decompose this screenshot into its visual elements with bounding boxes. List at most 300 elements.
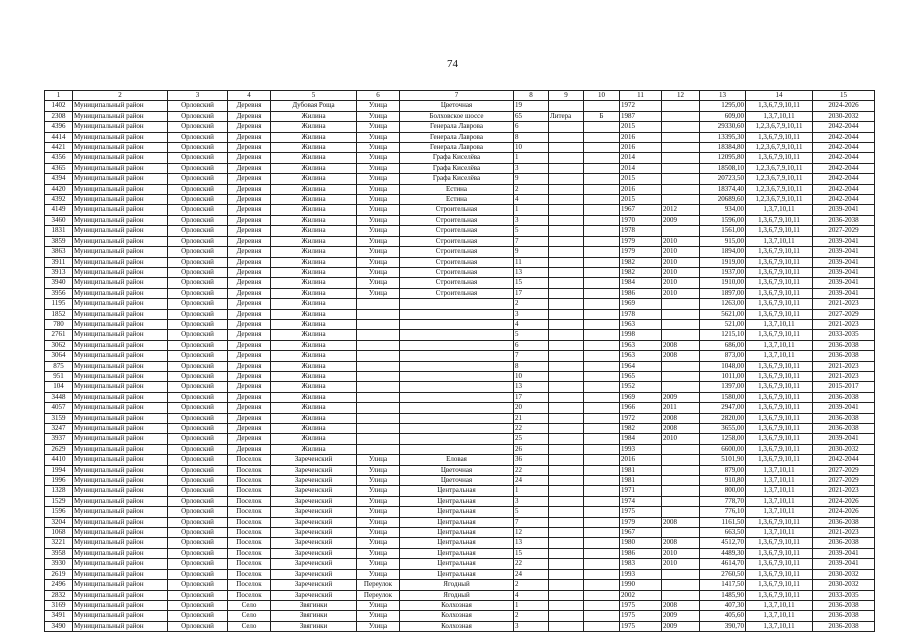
table-cell-col12	[662, 226, 700, 236]
table-cell-col7: Центральная	[400, 507, 514, 517]
table-cell-col15: 2015-2017	[813, 382, 875, 392]
table-cell-col1: 3958	[45, 548, 73, 558]
table-cell-col5: Жилина	[271, 382, 357, 392]
table-cell-col8: 13	[514, 538, 549, 548]
table-cell-col13: 686,00	[700, 340, 746, 350]
table-cell-col11: 1967	[620, 528, 662, 538]
table-cell-col6	[357, 392, 400, 402]
table-cell-col12	[662, 122, 700, 132]
table-cell-col14: 1,2,3,6,7,9,10,11	[746, 195, 813, 205]
table-cell-col7: Строительная	[400, 247, 514, 257]
column-header-11: 11	[620, 91, 662, 101]
table-cell-col6: Улица	[357, 600, 400, 610]
table-cell-col11: 1972	[620, 101, 662, 111]
table-cell-col11: 1969	[620, 392, 662, 402]
table-cell-col4: Деревня	[228, 330, 271, 340]
table-cell-col3: Орловский	[168, 205, 228, 215]
table-cell-col2: Муниципальный район	[73, 247, 168, 257]
table-row	[45, 486, 875, 496]
table-cell-col6: Улица	[357, 611, 400, 621]
table-cell-col10	[584, 278, 620, 288]
table-row	[45, 371, 875, 381]
table-cell-col9	[549, 559, 584, 569]
table-cell-col13: 1485,90	[700, 590, 746, 600]
table-cell-col11: 1972	[620, 413, 662, 423]
table-cell-col12	[662, 580, 700, 590]
table-cell-col10	[584, 465, 620, 475]
table-cell-col4: Деревня	[228, 382, 271, 392]
table-cell-col7: Колхозная	[400, 600, 514, 610]
column-header-8: 8	[514, 91, 549, 101]
table-cell-col7: Ягодный	[400, 580, 514, 590]
table-cell-col11: 1963	[620, 319, 662, 329]
table-cell-col8: 65	[514, 111, 549, 121]
table-cell-col4: Деревня	[228, 226, 271, 236]
table-cell-col9	[549, 403, 584, 413]
table-cell-col4: Деревня	[228, 340, 271, 350]
table-cell-col14: 1,3,7,10,11	[746, 528, 813, 538]
table-cell-col8: 7	[514, 236, 549, 246]
table-cell-col13: 2947,00	[700, 403, 746, 413]
table-cell-col14: 1,2,3,6,7,9,10,11	[746, 163, 813, 173]
table-cell-col13: 1295,00	[700, 101, 746, 111]
table-cell-col10	[584, 330, 620, 340]
table-cell-col5: Жилина	[271, 195, 357, 205]
table-cell-col9	[549, 122, 584, 132]
table-cell-col14: 1,3,6,7,9,10,11	[746, 413, 813, 423]
table-cell-col13: 521,00	[700, 319, 746, 329]
table-cell-col11: 1979	[620, 517, 662, 527]
table-row	[45, 517, 875, 527]
table-cell-col12	[662, 111, 700, 121]
table-cell-col9	[549, 226, 584, 236]
table-cell-col6: Улица	[357, 465, 400, 475]
table-cell-col8: 3	[514, 309, 549, 319]
table-cell-col9	[549, 340, 584, 350]
table-cell-col13: 20723,50	[700, 174, 746, 184]
table-cell-col10	[584, 444, 620, 454]
table-row	[45, 559, 875, 569]
table-cell-col7	[400, 382, 514, 392]
table-cell-col3: Орловский	[168, 247, 228, 257]
table-cell-col10	[584, 122, 620, 132]
table-cell-col15: 2027-2029	[813, 465, 875, 475]
table-cell-col8: 24	[514, 569, 549, 579]
table-row	[45, 205, 875, 215]
table-cell-col3: Орловский	[168, 392, 228, 402]
table-cell-col4: Деревня	[228, 257, 271, 267]
table-cell-col1: 2761	[45, 330, 73, 340]
table-cell-col3: Орловский	[168, 101, 228, 111]
table-cell-col8: 36	[514, 455, 549, 465]
table-cell-col8: 22	[514, 424, 549, 434]
table-cell-col14: 1,3,6,7,9,10,11	[746, 538, 813, 548]
table-cell-col5: Зареченский	[271, 476, 357, 486]
table-cell-col4: Поселок	[228, 465, 271, 475]
table-cell-col7	[400, 299, 514, 309]
table-cell-col9	[549, 392, 584, 402]
table-cell-col3: Орловский	[168, 403, 228, 413]
table-cell-col15: 2030-2032	[813, 444, 875, 454]
table-cell-col10	[584, 371, 620, 381]
table-cell-col11: 2015	[620, 174, 662, 184]
table-cell-col11: 2016	[620, 132, 662, 142]
column-header-4: 4	[228, 91, 271, 101]
table-cell-col14: 1,3,7,10,11	[746, 476, 813, 486]
table-cell-col11: 1975	[620, 507, 662, 517]
table-cell-col11: 1993	[620, 569, 662, 579]
table-cell-col15: 2021-2023	[813, 299, 875, 309]
table-cell-col13: 1894,00	[700, 247, 746, 257]
table-cell-col7: Еловая	[400, 455, 514, 465]
table-cell-col6	[357, 299, 400, 309]
table-cell-col13: 18374,40	[700, 184, 746, 194]
table-cell-col10	[584, 611, 620, 621]
table-cell-col4: Деревня	[228, 413, 271, 423]
table-cell-col11: 1979	[620, 236, 662, 246]
table-cell-col1: 3062	[45, 340, 73, 350]
table-cell-col12	[662, 132, 700, 142]
table-cell-col13: 3655,00	[700, 424, 746, 434]
table-cell-col6: Улица	[357, 153, 400, 163]
table-cell-col5: Зареченский	[271, 507, 357, 517]
table-cell-col5: Жилина	[271, 340, 357, 350]
table-cell-col8: 6	[514, 122, 549, 132]
table-cell-col5: Жилина	[271, 309, 357, 319]
table-cell-col1: 1996	[45, 476, 73, 486]
table-cell-col9	[549, 361, 584, 371]
table-cell-col2: Муниципальный район	[73, 434, 168, 444]
table-cell-col6	[357, 413, 400, 423]
table-cell-col14: 1,3,6,7,9,10,11	[746, 288, 813, 298]
table-cell-col13: 1910,00	[700, 278, 746, 288]
table-cell-col10	[584, 299, 620, 309]
table-cell-col11: 1984	[620, 278, 662, 288]
table-cell-col9	[549, 257, 584, 267]
table-row	[45, 278, 875, 288]
column-header-3: 3	[168, 91, 228, 101]
table-cell-col9	[549, 600, 584, 610]
table-cell-col3: Орловский	[168, 559, 228, 569]
table-cell-col3: Орловский	[168, 611, 228, 621]
table-cell-col10	[584, 580, 620, 590]
table-cell-col6: Улица	[357, 174, 400, 184]
table-cell-col6	[357, 340, 400, 350]
table-cell-col1: 1994	[45, 465, 73, 475]
table-cell-col10	[584, 143, 620, 153]
table-cell-col7: Центральная	[400, 517, 514, 527]
table-cell-col5: Жилина	[271, 236, 357, 246]
table-row	[45, 184, 875, 194]
table-cell-col7: Строительная	[400, 257, 514, 267]
table-cell-col6: Улица	[357, 528, 400, 538]
table-cell-col7	[400, 371, 514, 381]
table-cell-col6: Улица	[357, 111, 400, 121]
column-header-13: 13	[700, 91, 746, 101]
table-cell-col15: 2042-2044	[813, 184, 875, 194]
table-cell-col2: Муниципальный район	[73, 299, 168, 309]
table-cell-col14: 1,3,6,7,9,10,11	[746, 580, 813, 590]
table-cell-col1: 4420	[45, 184, 73, 194]
table-cell-col3: Орловский	[168, 444, 228, 454]
table-cell-col1: 1529	[45, 496, 73, 506]
table-cell-col5: Жилина	[271, 163, 357, 173]
table-cell-col1: 3859	[45, 236, 73, 246]
table-cell-col11: 1964	[620, 361, 662, 371]
table-cell-col4: Деревня	[228, 174, 271, 184]
table-cell-col2: Муниципальный район	[73, 226, 168, 236]
table-cell-col15: 2039-2041	[813, 236, 875, 246]
table-cell-col2: Муниципальный район	[73, 600, 168, 610]
table-cell-col14: 1,2,3,6,7,9,10,11	[746, 184, 813, 194]
table-cell-col15: 2039-2041	[813, 288, 875, 298]
table-cell-col2: Муниципальный район	[73, 205, 168, 215]
table-cell-col12: 2012	[662, 205, 700, 215]
table-cell-col4: Деревня	[228, 299, 271, 309]
table-cell-col13: 20689,60	[700, 195, 746, 205]
table-cell-col3: Орловский	[168, 569, 228, 579]
table-cell-col7	[400, 319, 514, 329]
table-cell-col14: 1,3,6,7,9,10,11	[746, 455, 813, 465]
table-cell-col5: Жилина	[271, 257, 357, 267]
table-cell-col1: 2629	[45, 444, 73, 454]
table-cell-col9	[549, 267, 584, 277]
table-cell-col2: Муниципальный район	[73, 444, 168, 454]
table-row	[45, 600, 875, 610]
table-cell-col11: 2015	[620, 122, 662, 132]
table-cell-col12: 2010	[662, 548, 700, 558]
table-cell-col1: 3913	[45, 267, 73, 277]
table-row	[45, 215, 875, 225]
table-row	[45, 153, 875, 163]
table-cell-col15: 2036-2038	[813, 538, 875, 548]
table-cell-col11: 1979	[620, 247, 662, 257]
table-cell-col9	[549, 195, 584, 205]
table-cell-col5: Жилина	[271, 361, 357, 371]
table-cell-col7	[400, 309, 514, 319]
table-row	[45, 236, 875, 246]
table-cell-col5: Зареченский	[271, 455, 357, 465]
table-cell-col9	[549, 351, 584, 361]
table-cell-col8: 10	[514, 143, 549, 153]
table-row	[45, 361, 875, 371]
table-cell-col10	[584, 600, 620, 610]
table-cell-col2: Муниципальный район	[73, 580, 168, 590]
table-cell-col12	[662, 153, 700, 163]
table-cell-col4: Поселок	[228, 590, 271, 600]
table-cell-col12: 2008	[662, 517, 700, 527]
table-cell-col14: 1,3,6,7,9,10,11	[746, 330, 813, 340]
table-cell-col1: 1596	[45, 507, 73, 517]
table-cell-col6: Улица	[357, 538, 400, 548]
table-cell-col4: Деревня	[228, 278, 271, 288]
table-cell-col2: Муниципальный район	[73, 267, 168, 277]
table-cell-col13: 1596,00	[700, 215, 746, 225]
table-cell-col13: 1937,00	[700, 267, 746, 277]
table-cell-col13: 778,70	[700, 496, 746, 506]
table-cell-col14: 1,3,6,7,9,10,11	[746, 382, 813, 392]
table-cell-col12	[662, 507, 700, 517]
table-cell-col14: 1,3,6,7,9,10,11	[746, 392, 813, 402]
table-cell-col12	[662, 444, 700, 454]
table-cell-col2: Муниципальный район	[73, 330, 168, 340]
table-cell-col4: Деревня	[228, 236, 271, 246]
table-cell-col6	[357, 403, 400, 413]
table-row	[45, 590, 875, 600]
table-cell-col6: Улица	[357, 205, 400, 215]
table-cell-col1: 4396	[45, 122, 73, 132]
table-cell-col12: 2009	[662, 215, 700, 225]
table-cell-col3: Орловский	[168, 621, 228, 631]
table-cell-col11: 1986	[620, 548, 662, 558]
table-cell-col3: Орловский	[168, 132, 228, 142]
table-cell-col8: 7	[514, 351, 549, 361]
table-cell-col5: Жилина	[271, 143, 357, 153]
table-cell-col2: Муниципальный район	[73, 101, 168, 111]
table-cell-col2: Муниципальный район	[73, 465, 168, 475]
table-cell-col11: 1982	[620, 424, 662, 434]
table-cell-col4: Поселок	[228, 486, 271, 496]
table-cell-col4: Деревня	[228, 444, 271, 454]
table-row	[45, 247, 875, 257]
table-cell-col3: Орловский	[168, 299, 228, 309]
table-cell-col11: 1978	[620, 226, 662, 236]
table-cell-col3: Орловский	[168, 528, 228, 538]
table-cell-col14: 1,3,6,7,9,10,11	[746, 267, 813, 277]
table-cell-col12	[662, 195, 700, 205]
table-cell-col14: 1,3,6,7,9,10,11	[746, 424, 813, 434]
table-cell-col1: 3490	[45, 621, 73, 631]
table-cell-col8: 11	[514, 257, 549, 267]
table-cell-col14: 1,2,3,6,7,9,10,11	[746, 143, 813, 153]
table-cell-col1: 4356	[45, 153, 73, 163]
table-cell-col4: Поселок	[228, 548, 271, 558]
table-row	[45, 455, 875, 465]
table-cell-col8: 15	[514, 548, 549, 558]
table-cell-col13: 407,30	[700, 600, 746, 610]
table-cell-col1: 4057	[45, 403, 73, 413]
table-cell-col3: Орловский	[168, 455, 228, 465]
table-cell-col2: Муниципальный район	[73, 215, 168, 225]
table-cell-col11: 1970	[620, 215, 662, 225]
table-cell-col14: 1,3,6,7,9,10,11	[746, 247, 813, 257]
table-cell-col2: Муниципальный район	[73, 111, 168, 121]
table-cell-col1: 780	[45, 319, 73, 329]
table-cell-col5: Зареченский	[271, 590, 357, 600]
table-cell-col2: Муниципальный район	[73, 424, 168, 434]
table-cell-col3: Орловский	[168, 330, 228, 340]
table-cell-col12	[662, 184, 700, 194]
table-cell-col10	[584, 174, 620, 184]
table-cell-col8: 2	[514, 580, 549, 590]
table-cell-col3: Орловский	[168, 153, 228, 163]
table-cell-col7: Ягодный	[400, 590, 514, 600]
table-cell-col4: Село	[228, 611, 271, 621]
table-cell-col7	[400, 392, 514, 402]
table-row	[45, 257, 875, 267]
table-cell-col1: 4365	[45, 163, 73, 173]
table-cell-col14: 1,3,6,7,9,10,11	[746, 434, 813, 444]
table-cell-col9	[549, 132, 584, 142]
table-cell-col13: 1580,00	[700, 392, 746, 402]
table-cell-col8: 13	[514, 382, 549, 392]
table-row	[45, 111, 875, 121]
table-cell-col14: 1,3,6,7,9,10,11	[746, 444, 813, 454]
table-cell-col13: 800,00	[700, 486, 746, 496]
table-cell-col13: 1263,00	[700, 299, 746, 309]
table-cell-col1: 3940	[45, 278, 73, 288]
table-cell-col1: 3956	[45, 288, 73, 298]
table-cell-col9	[549, 205, 584, 215]
table-cell-col12	[662, 309, 700, 319]
table-cell-col1: 951	[45, 371, 73, 381]
table-cell-col11: 1982	[620, 257, 662, 267]
table-cell-col9	[549, 424, 584, 434]
table-cell-col3: Орловский	[168, 195, 228, 205]
table-cell-col7: Естина	[400, 195, 514, 205]
table-cell-col5: Зареченский	[271, 465, 357, 475]
table-cell-col9	[549, 163, 584, 173]
table-row	[45, 621, 875, 631]
table-cell-col7: Колхозная	[400, 621, 514, 631]
table-cell-col9	[549, 465, 584, 475]
table-cell-col15: 2042-2044	[813, 122, 875, 132]
table-cell-col12: 2010	[662, 288, 700, 298]
table-row	[45, 132, 875, 142]
table-cell-col9	[549, 434, 584, 444]
table-cell-col5: Жилина	[271, 371, 357, 381]
table-cell-col1: 3491	[45, 611, 73, 621]
table-cell-col6: Улица	[357, 132, 400, 142]
table-cell-col8: 1	[514, 153, 549, 163]
table-cell-col9	[549, 288, 584, 298]
table-cell-col14: 1,3,6,7,9,10,11	[746, 153, 813, 163]
table-cell-col3: Орловский	[168, 267, 228, 277]
table-cell-col7: Строительная	[400, 205, 514, 215]
table-cell-col12	[662, 476, 700, 486]
table-cell-col2: Муниципальный район	[73, 340, 168, 350]
table-row	[45, 528, 875, 538]
table-cell-col12: 2008	[662, 351, 700, 361]
table-cell-col3: Орловский	[168, 278, 228, 288]
table-cell-col5: Жилина	[271, 278, 357, 288]
table-cell-col9	[549, 476, 584, 486]
table-cell-col2: Муниципальный район	[73, 486, 168, 496]
table-cell-col14: 1,2,3,6,7,9,10,11	[746, 122, 813, 132]
table-cell-col9	[549, 382, 584, 392]
table-cell-col14: 1,3,7,10,11	[746, 319, 813, 329]
table-cell-col6	[357, 330, 400, 340]
table-cell-col10	[584, 236, 620, 246]
table-cell-col13: 776,10	[700, 507, 746, 517]
table-cell-col10	[584, 382, 620, 392]
table-cell-col6: Улица	[357, 476, 400, 486]
table-cell-col4: Деревня	[228, 434, 271, 444]
column-header-10: 10	[584, 91, 620, 101]
table-cell-col8: 20	[514, 403, 549, 413]
table-cell-col4: Деревня	[228, 143, 271, 153]
table-cell-col15: 2036-2038	[813, 517, 875, 527]
table-cell-col12: 2009	[662, 392, 700, 402]
table-cell-col12: 2008	[662, 424, 700, 434]
table-cell-col7: Цветочная	[400, 101, 514, 111]
table-cell-col9	[549, 486, 584, 496]
table-cell-col15: 2042-2044	[813, 132, 875, 142]
table-cell-col11: 1993	[620, 444, 662, 454]
table-row	[45, 226, 875, 236]
table-cell-col11: 1967	[620, 205, 662, 215]
table-cell-col2: Муниципальный район	[73, 496, 168, 506]
